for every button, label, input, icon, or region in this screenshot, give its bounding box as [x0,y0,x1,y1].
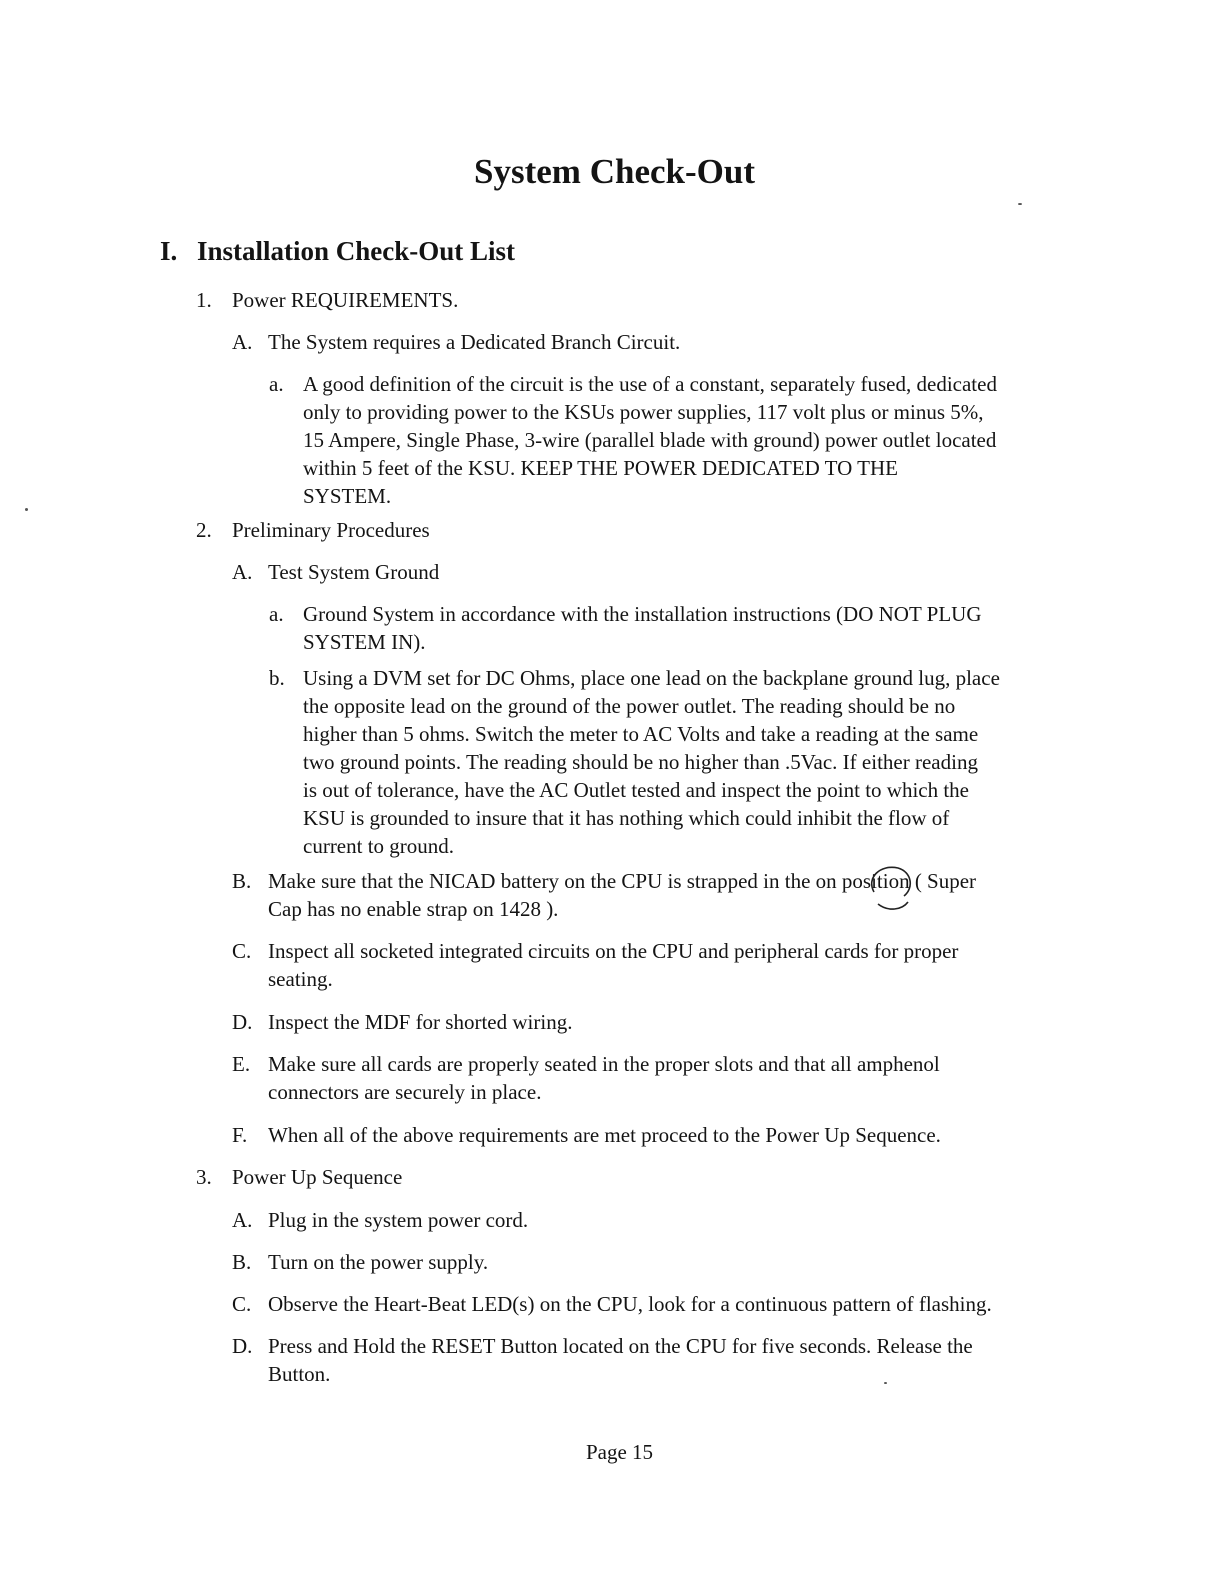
list-item-3a [232,1206,529,1234]
text-line: Inspect all socketed integrated circuits on the CPU and peripheral cards for proper [268,939,959,963]
list-item-3b [232,1248,489,1276]
text-line: Press and Hold the RESET Button located on the CPU for five seconds. Release the [268,1334,973,1358]
list-marker: 2. [196,518,212,542]
list-item-2c [232,937,959,993]
text-line: current to ground. [303,834,455,858]
list-item-text: Turn on the power supply. [268,1250,489,1274]
list-item-text: Power REQUIREMENTS. [232,288,459,312]
list-item-text: Observe the Heart-Beat LED(s) on the CPU, look for a continuous pattern of flashing. [268,1292,992,1316]
list-item-text: Preliminary Procedures [232,518,430,542]
list-marker: A. [232,560,253,584]
text-line: 15 Ampere, Single Phase, 3-wire (parallel blade with ground) power outlet located [303,428,997,452]
section-heading [160,236,515,267]
section-number: I. [160,236,178,266]
list-item-2a-b [269,664,1000,860]
text-line: KSU is grounded to insure that it has nothing which could inhibit the flow of [303,806,950,830]
list-item-3d [232,1332,973,1388]
text-line: A good definition of the circuit is the use of a constant, separately fused, dedicated [303,372,997,396]
list-item-1 [196,286,459,314]
list-marker: a. [269,372,284,396]
text-line: is out of tolerance, have the AC Outlet tested and inspect the point to which the [303,778,970,802]
list-marker: C. [232,939,252,963]
text-line: Make sure all cards are properly seated in the proper slots and that all amphenol [268,1052,940,1076]
list-item-2d [232,1008,573,1036]
list-item-text: Inspect the MDF for shorted wiring. [268,1010,573,1034]
list-marker: B. [232,869,252,893]
text-line: higher than 5 ohms. Switch the meter to AC Volts and take a reading at the same [303,722,979,746]
page-number: Page 15 [585,1440,654,1464]
list-item-2b [232,867,977,923]
section-heading-text: Installation Check-Out List [197,236,516,266]
list-marker: D. [232,1010,253,1034]
text-line: the opposite lead on the ground of the power outlet. The reading should be no [303,694,956,718]
text-line: SYSTEM. [303,484,392,508]
list-marker: B. [232,1250,252,1274]
list-item-text: The System requires a Dedicated Branch Circuit. [268,330,681,354]
scan-speck [1018,203,1022,205]
list-marker: 1. [196,288,212,312]
text-line: SYSTEM IN). [303,630,426,654]
text-line: Using a DVM set for DC Ohms, place one lead on the backplane ground lug, place [303,666,1000,690]
scan-speck [25,508,28,511]
list-item-2a [232,558,440,586]
list-item-text: Test System Ground [268,560,440,584]
list-marker: A. [232,330,253,354]
text-line: only to providing power to the KSUs power supplies, 117 volt plus or minus 5%, [303,400,984,424]
list-item-3 [196,1163,403,1191]
list-item-1a-a [269,370,997,510]
list-item-text: Power Up Sequence [232,1165,403,1189]
list-item-2e [232,1050,940,1106]
text-line: Cap has no enable strap on 1428 ). [268,897,559,921]
list-item-2f [232,1121,941,1149]
list-marker: E. [232,1052,251,1076]
list-item-text: Plug in the system power cord. [268,1208,529,1232]
list-marker: C. [232,1292,252,1316]
text-line: within 5 feet of the KSU. KEEP THE POWER DEDICATED TO THE [303,456,898,480]
list-marker: b. [269,666,285,690]
list-item-3c [232,1290,992,1318]
text-line: Button. [268,1362,331,1386]
list-item-2a-a [269,600,982,656]
list-marker: A. [232,1208,253,1232]
text-line: connectors are securely in place. [268,1080,542,1104]
text-line: seating. [268,967,333,991]
list-item-text: When all of the above requirements are met proceed to the Power Up Sequence. [268,1123,941,1147]
list-marker: F. [232,1123,248,1147]
list-marker: 3. [196,1165,212,1189]
page-title: System Check-Out [474,152,755,191]
list-item-1a [232,328,681,356]
list-marker: D. [232,1334,253,1358]
text-line: Make sure that the NICAD battery on the CPU is strapped in the on position ( Super [268,869,977,893]
list-item-2 [196,516,430,544]
text-line: two ground points. The reading should be no higher than .5Vac. If either reading [303,750,978,774]
text-line: Ground System in accordance with the installation instructions (DO NOT PLUG [303,602,982,626]
scan-speck [884,1382,887,1384]
list-marker: a. [269,602,284,626]
